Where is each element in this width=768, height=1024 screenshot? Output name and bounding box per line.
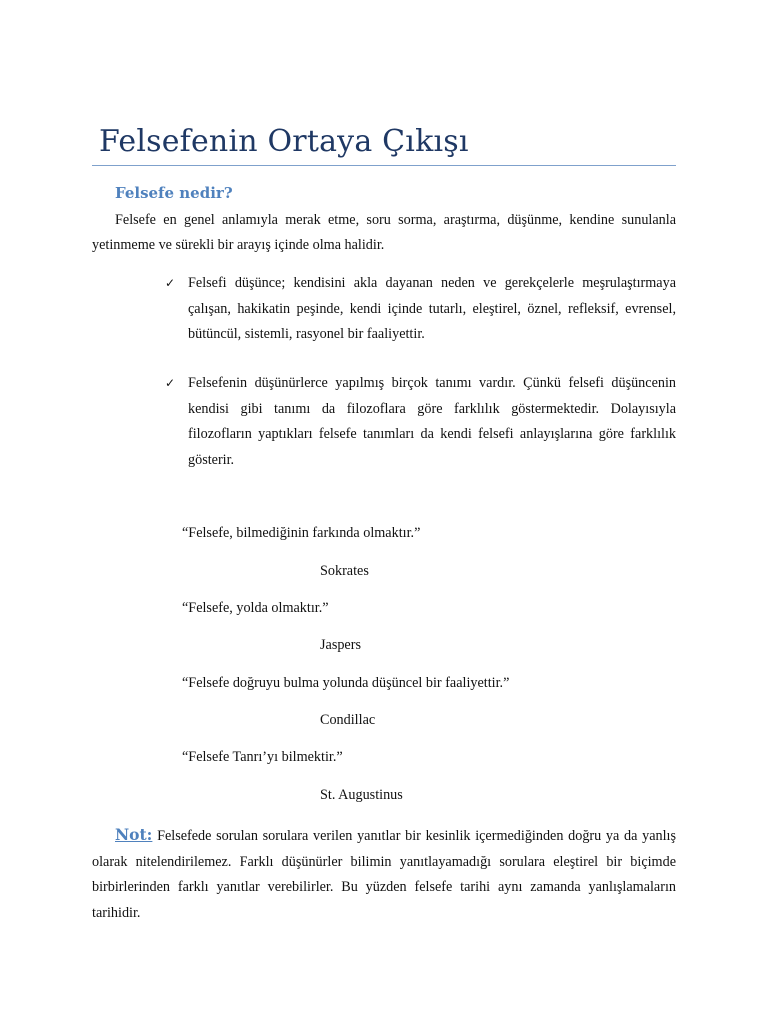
- note-paragraph: [92, 822, 676, 926]
- bullet-text: Felsefenin düşünürlerce yapılmış birçok tanımı vardır. Çünkü felsefi düşüncenin kendisi gibi tanımı da filozoflara göre farklılık göstermektedir. Dolayısıyla filozofların yaptıkları felsefe tanımları da kendi felsefi anlayışlarına göre farklılık gösterir.: [188, 375, 676, 468]
- quote-text: “Felsefe doğruyu bulma yolunda düşüncel bir faaliyettir.”: [182, 675, 510, 691]
- bullet-item: [165, 371, 676, 473]
- page-title: Felsefenin Ortaya Çıkışı: [99, 124, 469, 159]
- quote-author: Jaspers: [320, 637, 361, 653]
- section-heading: Felsefe nedir?: [115, 184, 233, 202]
- title-underline: [92, 165, 676, 166]
- bullet-text: Felsefi düşünce; kendisini akla dayanan neden ve gerekçelerle meşrulaştırmaya çalışan, hakikatin peşinde, kendi içinde tutarlı, eleştirel, öznel, refleksif, evrensel, bütüncül, sistemli, rasyonel bir faaliyettir.: [188, 275, 676, 342]
- quote-author: Condillac: [320, 712, 376, 728]
- quote-author: Sokrates: [320, 563, 369, 579]
- quote-text: “Felsefe, yolda olmaktır.”: [182, 600, 329, 616]
- quote-text: “Felsefe, bilmediğinin farkında olmaktır.”: [182, 525, 421, 541]
- quote-author: St. Augustinus: [320, 787, 403, 803]
- note-label: Not:: [115, 825, 153, 844]
- intro-text: Felsefe en genel anlamıyla merak etme, soru sorma, araştırma, düşünme, kendine sunulanla yetinmeme ve sürekli bir arayış içinde olma halidir.: [92, 212, 676, 253]
- checkmark-icon: ✓: [165, 276, 176, 290]
- note-text: Felsefede sorulan sorulara verilen yanıtlar bir kesinlik içermediğinden doğru ya da yanlış olarak nitelendirilemez. Farklı düşünürler bilimin yanıtlayamadığı sorulara eleştirel bir biçimde birbirlerinden farklı yanıtlar verebilirler. Bu yüzden felsefe tarihi aynı zamanda yanlışlamaların tarihidir.: [92, 828, 676, 921]
- quote-text: “Felsefe Tanrı’yı bilmektir.”: [182, 749, 343, 765]
- checkmark-icon: ✓: [165, 376, 176, 390]
- bullet-item: [165, 271, 676, 348]
- intro-paragraph: [92, 208, 676, 258]
